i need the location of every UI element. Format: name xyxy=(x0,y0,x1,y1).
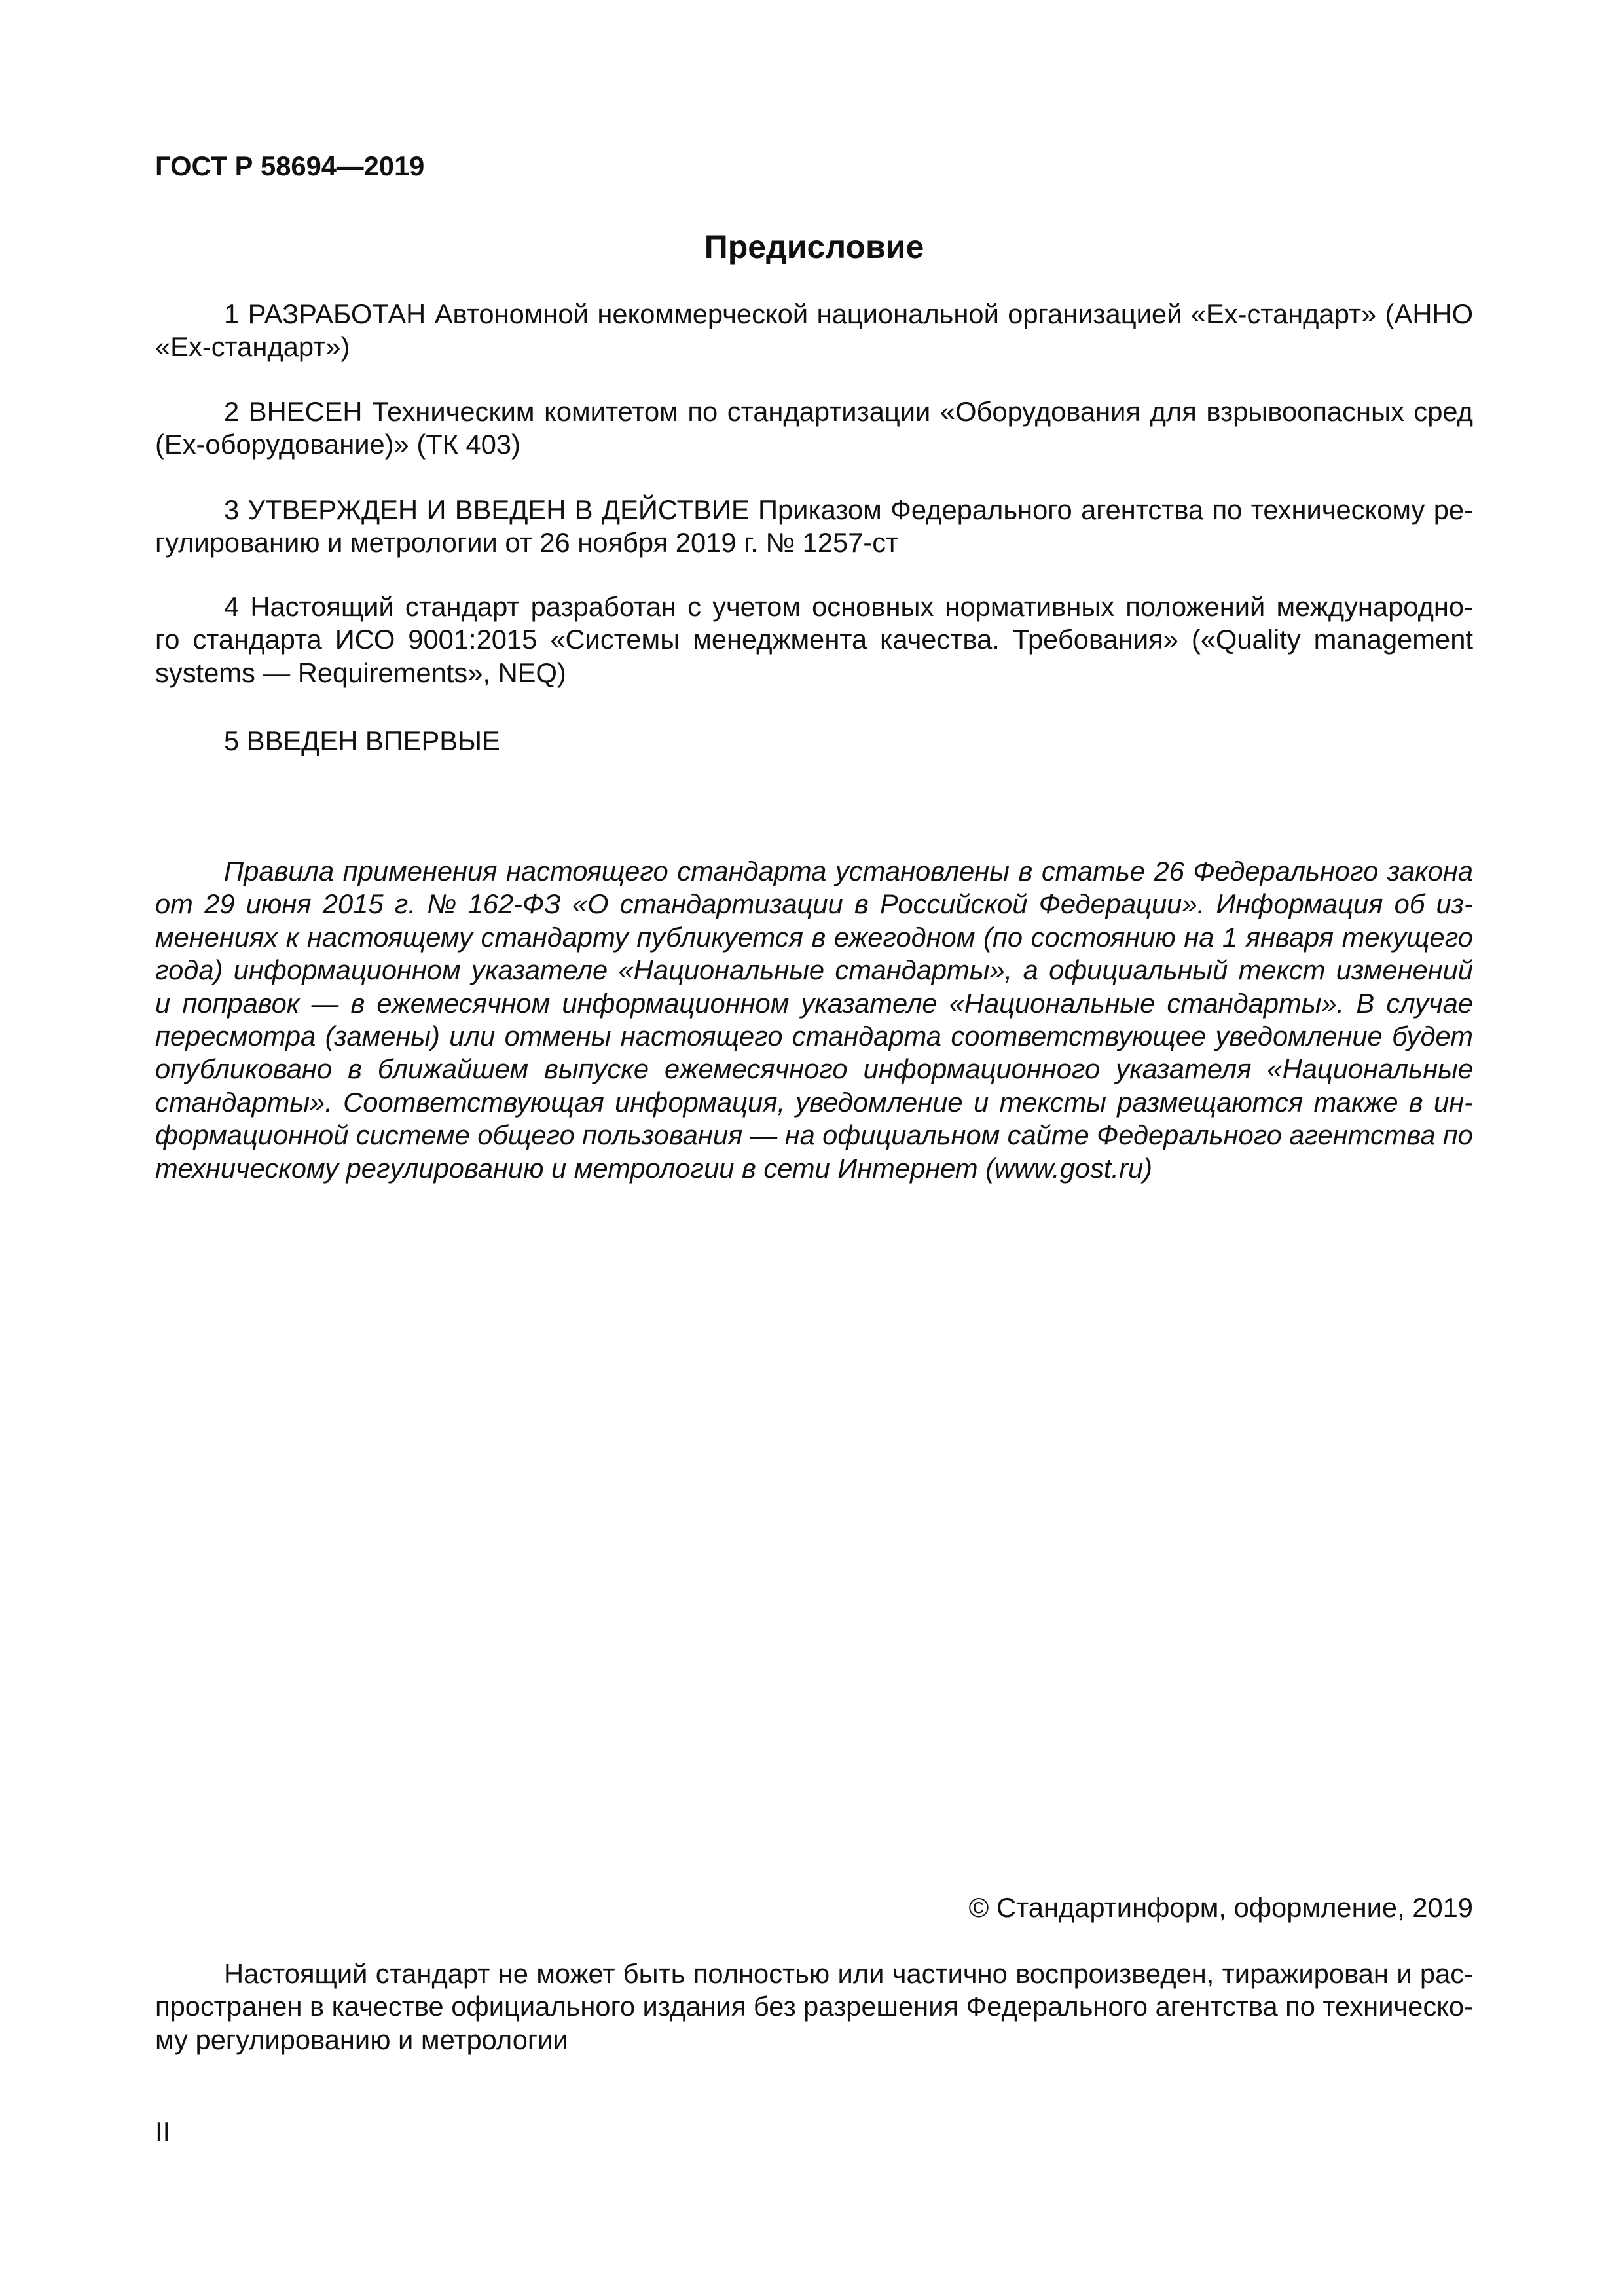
text-line: формационной системе общего пользования — на официальном сайте Федерального агентства по xyxy=(155,1120,1473,1151)
text-line: systems — Requirements», NEQ) xyxy=(155,657,566,688)
text-line: гулированию и метрологии от 26 ноября 2019 г. № 1257-ст xyxy=(155,527,899,558)
page-number: II xyxy=(155,2116,171,2147)
foreword-item-3 xyxy=(155,494,1473,560)
text-line: (Ex-оборудование)» (ТК 403) xyxy=(155,429,520,460)
text-line: стандарты». Соответствующая информация, уведомление и тексты размещаются также в ин- xyxy=(155,1086,1473,1118)
text-line: Правила применения настоящего стандарта установлены в статье 26 Федерального закона xyxy=(224,856,1473,886)
text-line: 3 УТВЕРЖДЕН И ВВЕДЕН В ДЕЙСТВИЕ Приказом Федерального агентства по техническому ре- xyxy=(224,494,1473,525)
copyright-notice: © Стандартинформ, оформление, 2019 xyxy=(968,1892,1473,1923)
application-notice xyxy=(155,855,1473,1185)
text-line: и поправок — в ежемесячном информационном указателе «Национальные стандарты». В случае xyxy=(155,987,1473,1019)
text-line: пересмотра (замены) или отмены настоящего стандарта соответствующее уведомление будет xyxy=(155,1021,1473,1052)
text-line: му регулированию и метрологии xyxy=(155,2024,568,2055)
foreword-item-1 xyxy=(155,298,1473,364)
document-code-header: ГОСТ Р 58694—2019 xyxy=(155,151,425,181)
text-line: «Ex-стандарт») xyxy=(155,331,350,363)
text-line: менениях к настоящему стандарту публикуется в ежегодном (по состоянию на 1 января текущего xyxy=(155,921,1473,953)
foreword-item-2 xyxy=(155,395,1473,462)
text-line: го стандарта ИСО 9001:2015 «Системы менеджмента качества. Требования» («Quality management xyxy=(155,624,1473,655)
text-line: от 29 июня 2015 г. № 162-ФЗ «О стандартизации в Российской Федерации». Информация об из- xyxy=(155,888,1473,920)
section-title: Предисловие xyxy=(704,228,924,265)
text-line: 2 ВНЕСЕН Техническим комитетом по стандартизации «Оборудования для взрывоопасных сред xyxy=(224,396,1473,427)
text-line: года) информационном указателе «Национальные стандарты», а официальный текст изменений xyxy=(155,955,1473,986)
text-line: опубликовано в ближайшем выпуске ежемесячного информационного указателя «Национальные xyxy=(155,1053,1473,1085)
reproduction-notice xyxy=(155,1958,1473,2056)
text-line: техническому регулированию и метрологии в сети Интернет (www.gost.ru) xyxy=(155,1152,1153,1184)
text-line: 1 РАЗРАБОТАН Автономной некоммерческой национальной организацией «Ex-стандарт» (АННО xyxy=(224,299,1473,329)
foreword-item-5 xyxy=(155,725,1473,757)
foreword-item-4 xyxy=(155,591,1473,689)
text-line: Настоящий стандарт не может быть полностью или частично воспроизведен, тиражирован и рас- xyxy=(224,1958,1473,1989)
text-line: пространен в качестве официального издания без разрешения Федерального агентства по техническо- xyxy=(155,1991,1473,2022)
text-line: 5 ВВЕДЕН ВПЕРВЫЕ xyxy=(224,725,500,756)
text-line: 4 Настоящий стандарт разработан с учетом основных нормативных положений международно- xyxy=(224,591,1473,622)
